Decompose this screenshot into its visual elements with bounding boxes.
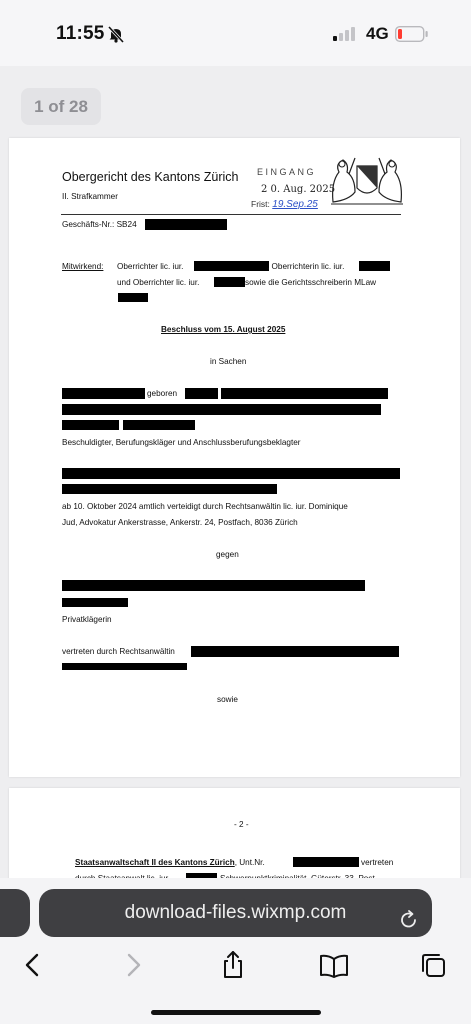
stamp-deadline — [251, 199, 318, 210]
stamp-date: 2 0. Aug. 2025 — [261, 184, 336, 195]
redaction — [62, 420, 119, 430]
stamp-frist-label: Frist: — [251, 199, 270, 209]
page2-party-rest: , Unt.Nr. — [234, 858, 265, 867]
represented-by: vertreten durch Rechtsanwältin — [62, 647, 175, 656]
back-icon[interactable] — [15, 950, 51, 980]
gegen-label: gegen — [216, 550, 239, 559]
redaction — [62, 388, 145, 399]
born-label: geboren — [147, 389, 178, 398]
page2-party-line — [75, 858, 265, 867]
tabs-icon[interactable] — [416, 950, 452, 980]
redaction — [191, 646, 399, 657]
network-label: 4G — [366, 24, 389, 43]
signal-icon — [333, 27, 357, 46]
redaction — [145, 219, 227, 230]
status-time: 11:55 — [56, 23, 105, 44]
reload-icon[interactable] — [399, 902, 419, 950]
decision-title: Beschluss vom 15. August 2025 — [161, 325, 286, 334]
redaction — [118, 293, 148, 302]
status-bar — [0, 0, 471, 66]
case-number: Geschäfts-Nr.: SB24 — [62, 220, 137, 229]
bell-slash-icon — [108, 26, 124, 48]
judges-line-1a: Oberrichter lic. iur. — [117, 262, 184, 271]
court-name: Obergericht des Kantons Zürich — [62, 170, 239, 184]
address-bar[interactable] — [39, 889, 432, 937]
coat-of-arms-logo — [327, 152, 407, 213]
redaction — [214, 277, 245, 287]
mitwirkend-label: Mitwirkend: — [62, 262, 104, 271]
page2-vertreten: vertreten — [361, 858, 394, 867]
redaction — [62, 468, 400, 479]
stamp-frist-value: 19.Sep.25 — [272, 199, 318, 210]
role-accused: Beschuldigter, Berufungskläger und Anschlussberufungsbeklagter — [62, 438, 301, 447]
redaction — [62, 580, 365, 591]
redaction — [293, 857, 359, 867]
redaction — [62, 598, 128, 607]
prosecutor-name: Staatsanwaltschaft II des Kantons Zürich — [75, 858, 235, 867]
page-counter: 1 of 28 — [21, 88, 101, 125]
browser-toolbar — [0, 878, 471, 1024]
judges-line-1b: , Oberrichterin lic. iur. — [267, 262, 345, 271]
page-number: - 2 - — [234, 820, 249, 829]
document-page-1 — [9, 138, 460, 777]
in-sachen: in Sachen — [210, 357, 247, 366]
forward-icon[interactable] — [115, 950, 151, 980]
defense-line-1: ab 10. Oktober 2024 amtlich verteidigt durch Rechtsanwältin lic. iur. Dominique — [62, 502, 348, 511]
home-indicator — [151, 1010, 321, 1015]
redaction — [185, 388, 218, 399]
redaction — [221, 388, 388, 399]
url-text: download-files.wixmp.com — [124, 902, 347, 923]
redaction — [359, 261, 390, 271]
defense-line-2: Jud, Advokatur Ankerstrasse, Ankerstr. 24, Postfach, 8036 Zürich — [62, 518, 298, 527]
battery-icon — [395, 26, 429, 47]
judges-line-2b: sowie die Gerichtsschreiberin MLaw — [245, 278, 377, 287]
judges-line-2a: und Oberrichter lic. iur. — [117, 278, 200, 287]
bookmarks-icon[interactable] — [316, 950, 352, 980]
redaction — [62, 404, 381, 415]
header-divider — [61, 214, 401, 215]
document-viewer[interactable] — [0, 66, 471, 892]
role-private-claimant: Privatklägerin — [62, 615, 112, 624]
chamber-name: II. Strafkammer — [62, 192, 118, 201]
sowie-label: sowie — [217, 695, 238, 704]
document-page-2 — [9, 788, 460, 892]
redaction — [123, 420, 195, 430]
share-icon[interactable] — [215, 950, 251, 980]
redaction — [194, 261, 269, 271]
previous-tab-pill[interactable] — [0, 889, 30, 937]
redaction — [62, 663, 187, 670]
stamp-title: EINGANG — [257, 167, 317, 177]
redaction — [62, 484, 277, 494]
